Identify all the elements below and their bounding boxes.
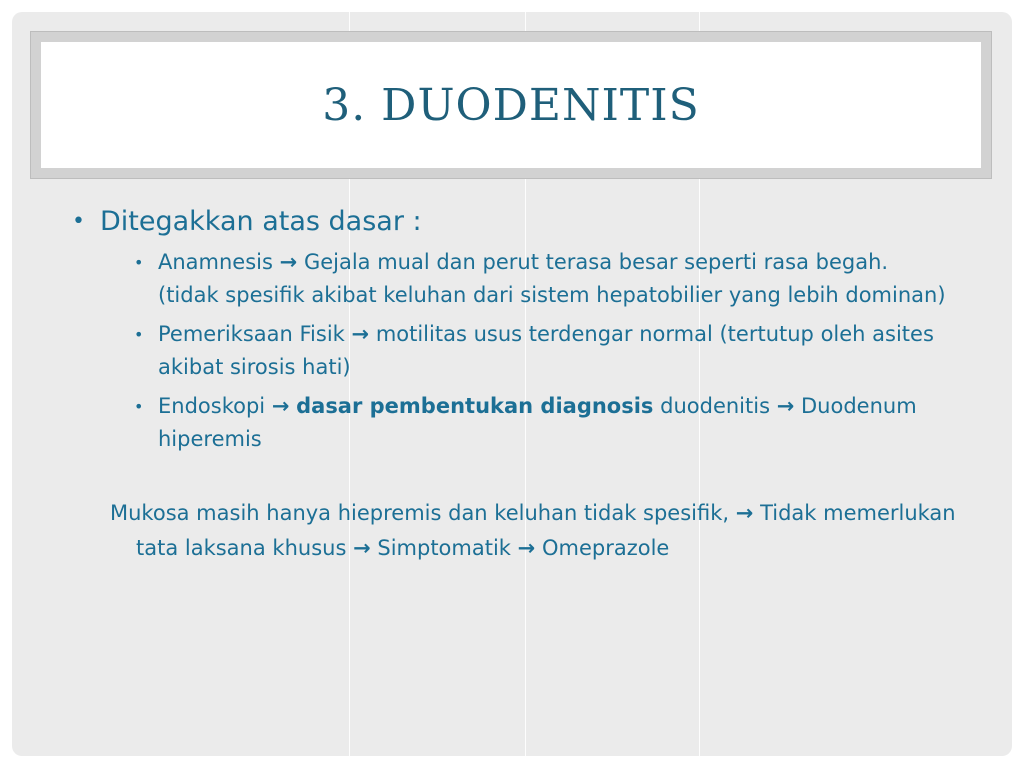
item-bold-text: dasar pembentukan diagnosis xyxy=(296,394,654,418)
arrow-icon: → xyxy=(735,501,754,525)
note-text-1: Mukosa masih hanya hiepremis dan keluhan tidak spesifik, xyxy=(110,501,730,525)
slide-content xyxy=(72,204,956,566)
bullet-icon: • xyxy=(134,325,144,344)
arrow-icon: → xyxy=(517,536,536,560)
note-paragraph xyxy=(110,496,966,566)
item-text-2: Duodenum hiperemis xyxy=(158,394,917,451)
title-frame xyxy=(30,31,992,179)
arrow-icon: → xyxy=(353,536,371,560)
item-text: Gejala mual dan perut terasa besar seperti rasa begah. (tidak spesifik akibat keluhan dari sistem hepatobilier yang lebih dominan) xyxy=(158,250,946,307)
main-bullet-text: Ditegakkan atas dasar : xyxy=(100,206,422,237)
slide xyxy=(12,12,1012,756)
arrow-icon: → xyxy=(776,394,795,418)
note-text-3: Simptomatik xyxy=(377,536,511,560)
bullet-icon: • xyxy=(72,209,85,234)
note-text-4: Omeprazole xyxy=(541,536,670,560)
item-label: Endoskopi xyxy=(158,394,266,418)
item-text: duodenitis xyxy=(660,394,771,418)
arrow-icon: → xyxy=(351,322,370,346)
arrow-icon: → xyxy=(279,250,298,274)
bullet-icon: • xyxy=(134,397,144,416)
bullet-icon: • xyxy=(134,253,144,272)
sub-bullet-pemeriksaan-fisik xyxy=(134,318,948,384)
sub-bullet-endoskopi xyxy=(134,390,948,456)
item-text: motilitas usus terdengar normal (tertutup oleh asites akibat sirosis hati) xyxy=(158,322,934,379)
note-text-2: Tidak memerlukan tata laksana khusus xyxy=(136,501,956,560)
slide-title: 3. DUODENITIS xyxy=(322,79,700,131)
sub-bullet-anamnesis xyxy=(134,246,948,312)
title-box xyxy=(41,42,981,168)
item-label: Anamnesis xyxy=(158,250,273,274)
main-bullet xyxy=(72,204,952,240)
arrow-icon: → xyxy=(271,394,290,418)
item-label: Pemeriksaan Fisik xyxy=(158,322,345,346)
